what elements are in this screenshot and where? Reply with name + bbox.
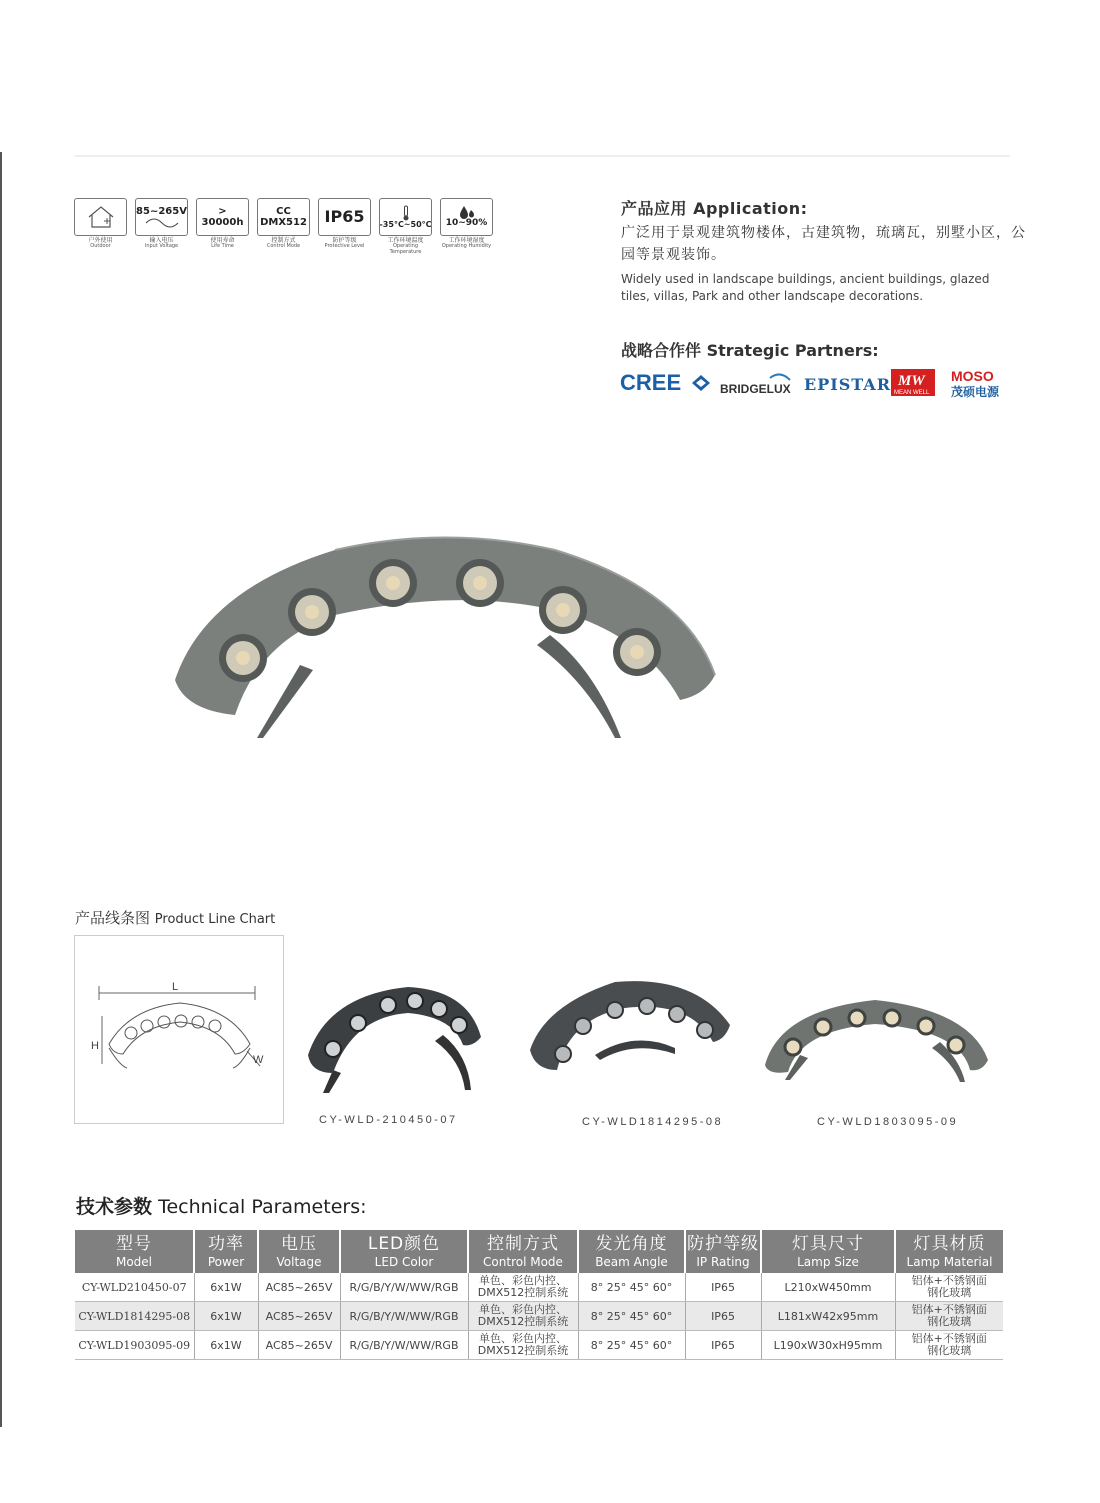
partner-logos (620, 366, 1010, 402)
feature-value: 10~90% (445, 218, 488, 229)
feature-label-en: Operating Temperature (389, 243, 422, 255)
feature-label-en: Protective Level (324, 243, 365, 249)
svg-text:MOSO: MOSO (951, 368, 994, 384)
feature-box (379, 198, 432, 236)
table-row (75, 1331, 1003, 1360)
cell-power: 6x1W (194, 1273, 258, 1302)
col-header-power: 功率 Power (194, 1230, 258, 1273)
feature-label-cn: 输入电压 (149, 237, 174, 244)
tech-params-title (76, 1192, 367, 1219)
col-header-voltage: 电压 Voltage (258, 1230, 340, 1273)
feature-operating-temperature (379, 198, 432, 255)
feature-value: 85~265V (136, 205, 187, 217)
product-photo (165, 520, 725, 750)
cree-logo (620, 370, 710, 395)
feature-box (440, 198, 493, 236)
application-text-cn: 广泛用于景观建筑物楼体，古建筑物，琉璃瓦，别墅小区，公园等景观装饰。 (621, 225, 1026, 263)
feature-icons (74, 198, 493, 255)
cell-voltage: AC85~265V (258, 1273, 340, 1302)
cell-control-mode: 单色、彩色内控、 DMX512控制系统 (468, 1302, 578, 1331)
application-text-en: Widely used in landscape buildings, ancient buildings, glazed tiles, villas, Park and other landscape decorations. (621, 272, 990, 303)
cell-voltage: AC85~265V (258, 1331, 340, 1360)
cell-ip-rating: IP65 (685, 1273, 761, 1302)
house-icon (74, 198, 127, 236)
cell-control-mode: 单色、彩色内控、 DMX512控制系统 (468, 1273, 578, 1302)
feature-label-cn: 控制方式 (271, 237, 296, 244)
tech-params-title-en: Technical Parameters: (158, 1196, 367, 1218)
feature-label-en: Life Time (211, 243, 234, 249)
thermometer-icon (401, 205, 411, 221)
feature-value: IP65 (324, 207, 365, 227)
cell-lamp-size: L190xW30xH95mm (761, 1331, 895, 1360)
feature-box (135, 198, 188, 236)
water-drop-icon (456, 205, 478, 219)
feature-label-cn: 工作环境湿度 (448, 237, 485, 244)
svg-text:MW: MW (898, 373, 925, 389)
cell-model: CY-WLD210450-07 (75, 1273, 194, 1302)
cell-power: 6x1W (194, 1302, 258, 1331)
application-title: 产品应用 Application: (621, 199, 808, 218)
cell-ip-rating: IP65 (685, 1331, 761, 1360)
col-header-control-mode: 控制方式 Control Mode (468, 1230, 578, 1273)
dim-label-w: W (253, 1054, 264, 1066)
feature-label-en: Input Voltage (144, 243, 179, 249)
svg-text:BRIDGELUX: BRIDGELUX (720, 382, 791, 396)
model-caption: CY-WLD1803095-09 (817, 1116, 959, 1128)
cell-control-mode: 单色、彩色内控、 DMX512控制系统 (468, 1331, 578, 1360)
line-chart-title-en: Product Line Chart (154, 912, 276, 927)
page-edge-rule (0, 152, 2, 1427)
partners-title: 战略合作伴 Strategic Partners: (621, 341, 879, 360)
line-chart-title-cn: 产品线条图 (75, 909, 151, 927)
product-view-black-arc (303, 975, 488, 1100)
cell-voltage: AC85~265V (258, 1302, 340, 1331)
sine-wave-icon (144, 217, 180, 229)
table-row (75, 1302, 1003, 1331)
feature-control-mode (257, 198, 310, 255)
line-chart-title (75, 907, 275, 928)
epistar-logo: EPISTAR (804, 375, 892, 394)
cell-beam-angle: 8° 25° 45° 60° (578, 1302, 685, 1331)
moso-logo (951, 368, 1000, 399)
tech-params-title-cn: 技术参数 (76, 1196, 153, 1218)
svg-text:茂硕电源: 茂硕电源 (951, 385, 1000, 399)
col-header-model: 型号 Model (75, 1230, 194, 1273)
feature-value: CC DMX512 (260, 206, 307, 228)
table-header-row (75, 1230, 1003, 1273)
dimension-drawing (74, 935, 284, 1124)
svg-text:MEAN WELL: MEAN WELL (894, 390, 930, 396)
feature-life-time (196, 198, 249, 255)
cell-model: CY-WLD1903095-09 (75, 1331, 194, 1360)
cell-led-color: R/G/B/Y/W/WW/RGB (340, 1302, 468, 1331)
feature-label-en: Control Mode (266, 243, 301, 249)
top-divider (75, 155, 1010, 157)
cell-lamp-size: L210xW450mm (761, 1273, 895, 1302)
meanwell-logo (891, 369, 935, 396)
bridgelux-logo (720, 374, 791, 396)
feature-label-cn: 使用寿命 (210, 237, 235, 244)
product-view-dark-arc (525, 970, 735, 1085)
feature-label-en: Operating Humidity (441, 243, 492, 249)
col-header-lamp-size: 灯具尺寸 Lamp Size (761, 1230, 895, 1273)
dim-label-h: H (91, 1040, 99, 1052)
tech-params-table (75, 1230, 1003, 1360)
lamp-body (175, 538, 715, 716)
mount-bracket (537, 635, 621, 738)
feature-box (196, 198, 249, 236)
model-caption: CY-WLD-210450-07 (319, 1114, 458, 1126)
feature-operating-humidity (440, 198, 493, 255)
cell-power: 6x1W (194, 1331, 258, 1360)
product-view-grey-arc (760, 990, 995, 1085)
feature-protective-level (318, 198, 371, 255)
cell-model: CY-WLD1814295-08 (75, 1302, 194, 1331)
cell-led-color: R/G/B/Y/W/WW/RGB (340, 1273, 468, 1302)
col-header-lamp-material: 灯具材质 Lamp Material (895, 1230, 1003, 1273)
cell-lamp-material: 铝体+不锈钢面 钢化玻璃 (895, 1273, 1003, 1302)
cell-beam-angle: 8° 25° 45° 60° (578, 1273, 685, 1302)
cell-ip-rating: IP65 (685, 1302, 761, 1331)
cell-lamp-material: 铝体+不锈钢面 钢化玻璃 (895, 1302, 1003, 1331)
feature-input-voltage (135, 198, 188, 255)
model-caption: CY-WLD1814295-08 (582, 1116, 724, 1128)
feature-label-cn: 户外使用 (88, 237, 113, 244)
feature-box (257, 198, 310, 236)
table-row (75, 1273, 1003, 1302)
col-header-ip-rating: 防护等级 IP Rating (685, 1230, 761, 1273)
feature-box (318, 198, 371, 236)
feature-value: > 30000h (201, 206, 244, 228)
mount-bracket (257, 665, 313, 738)
feature-label-cn: 工作环境温度 (387, 237, 424, 244)
svg-text:CREE: CREE (620, 370, 682, 395)
cell-beam-angle: 8° 25° 45° 60° (578, 1331, 685, 1360)
dim-label-l: L (172, 981, 179, 993)
feature-label-cn: 防护等级 (332, 237, 357, 244)
cell-led-color: R/G/B/Y/W/WW/RGB (340, 1331, 468, 1360)
col-header-beam-angle: 发光角度 Beam Angle (578, 1230, 685, 1273)
cell-lamp-size: L181xW42x95mm (761, 1302, 895, 1331)
cell-lamp-material: 铝体+不锈钢面 钢化玻璃 (895, 1331, 1003, 1360)
feature-label-en: Outdoor (90, 243, 111, 249)
feature-outdoor (74, 198, 127, 255)
col-header-led-color: LED颜色 LED Color (340, 1230, 468, 1273)
feature-value: -35°C~50°C (379, 219, 432, 229)
